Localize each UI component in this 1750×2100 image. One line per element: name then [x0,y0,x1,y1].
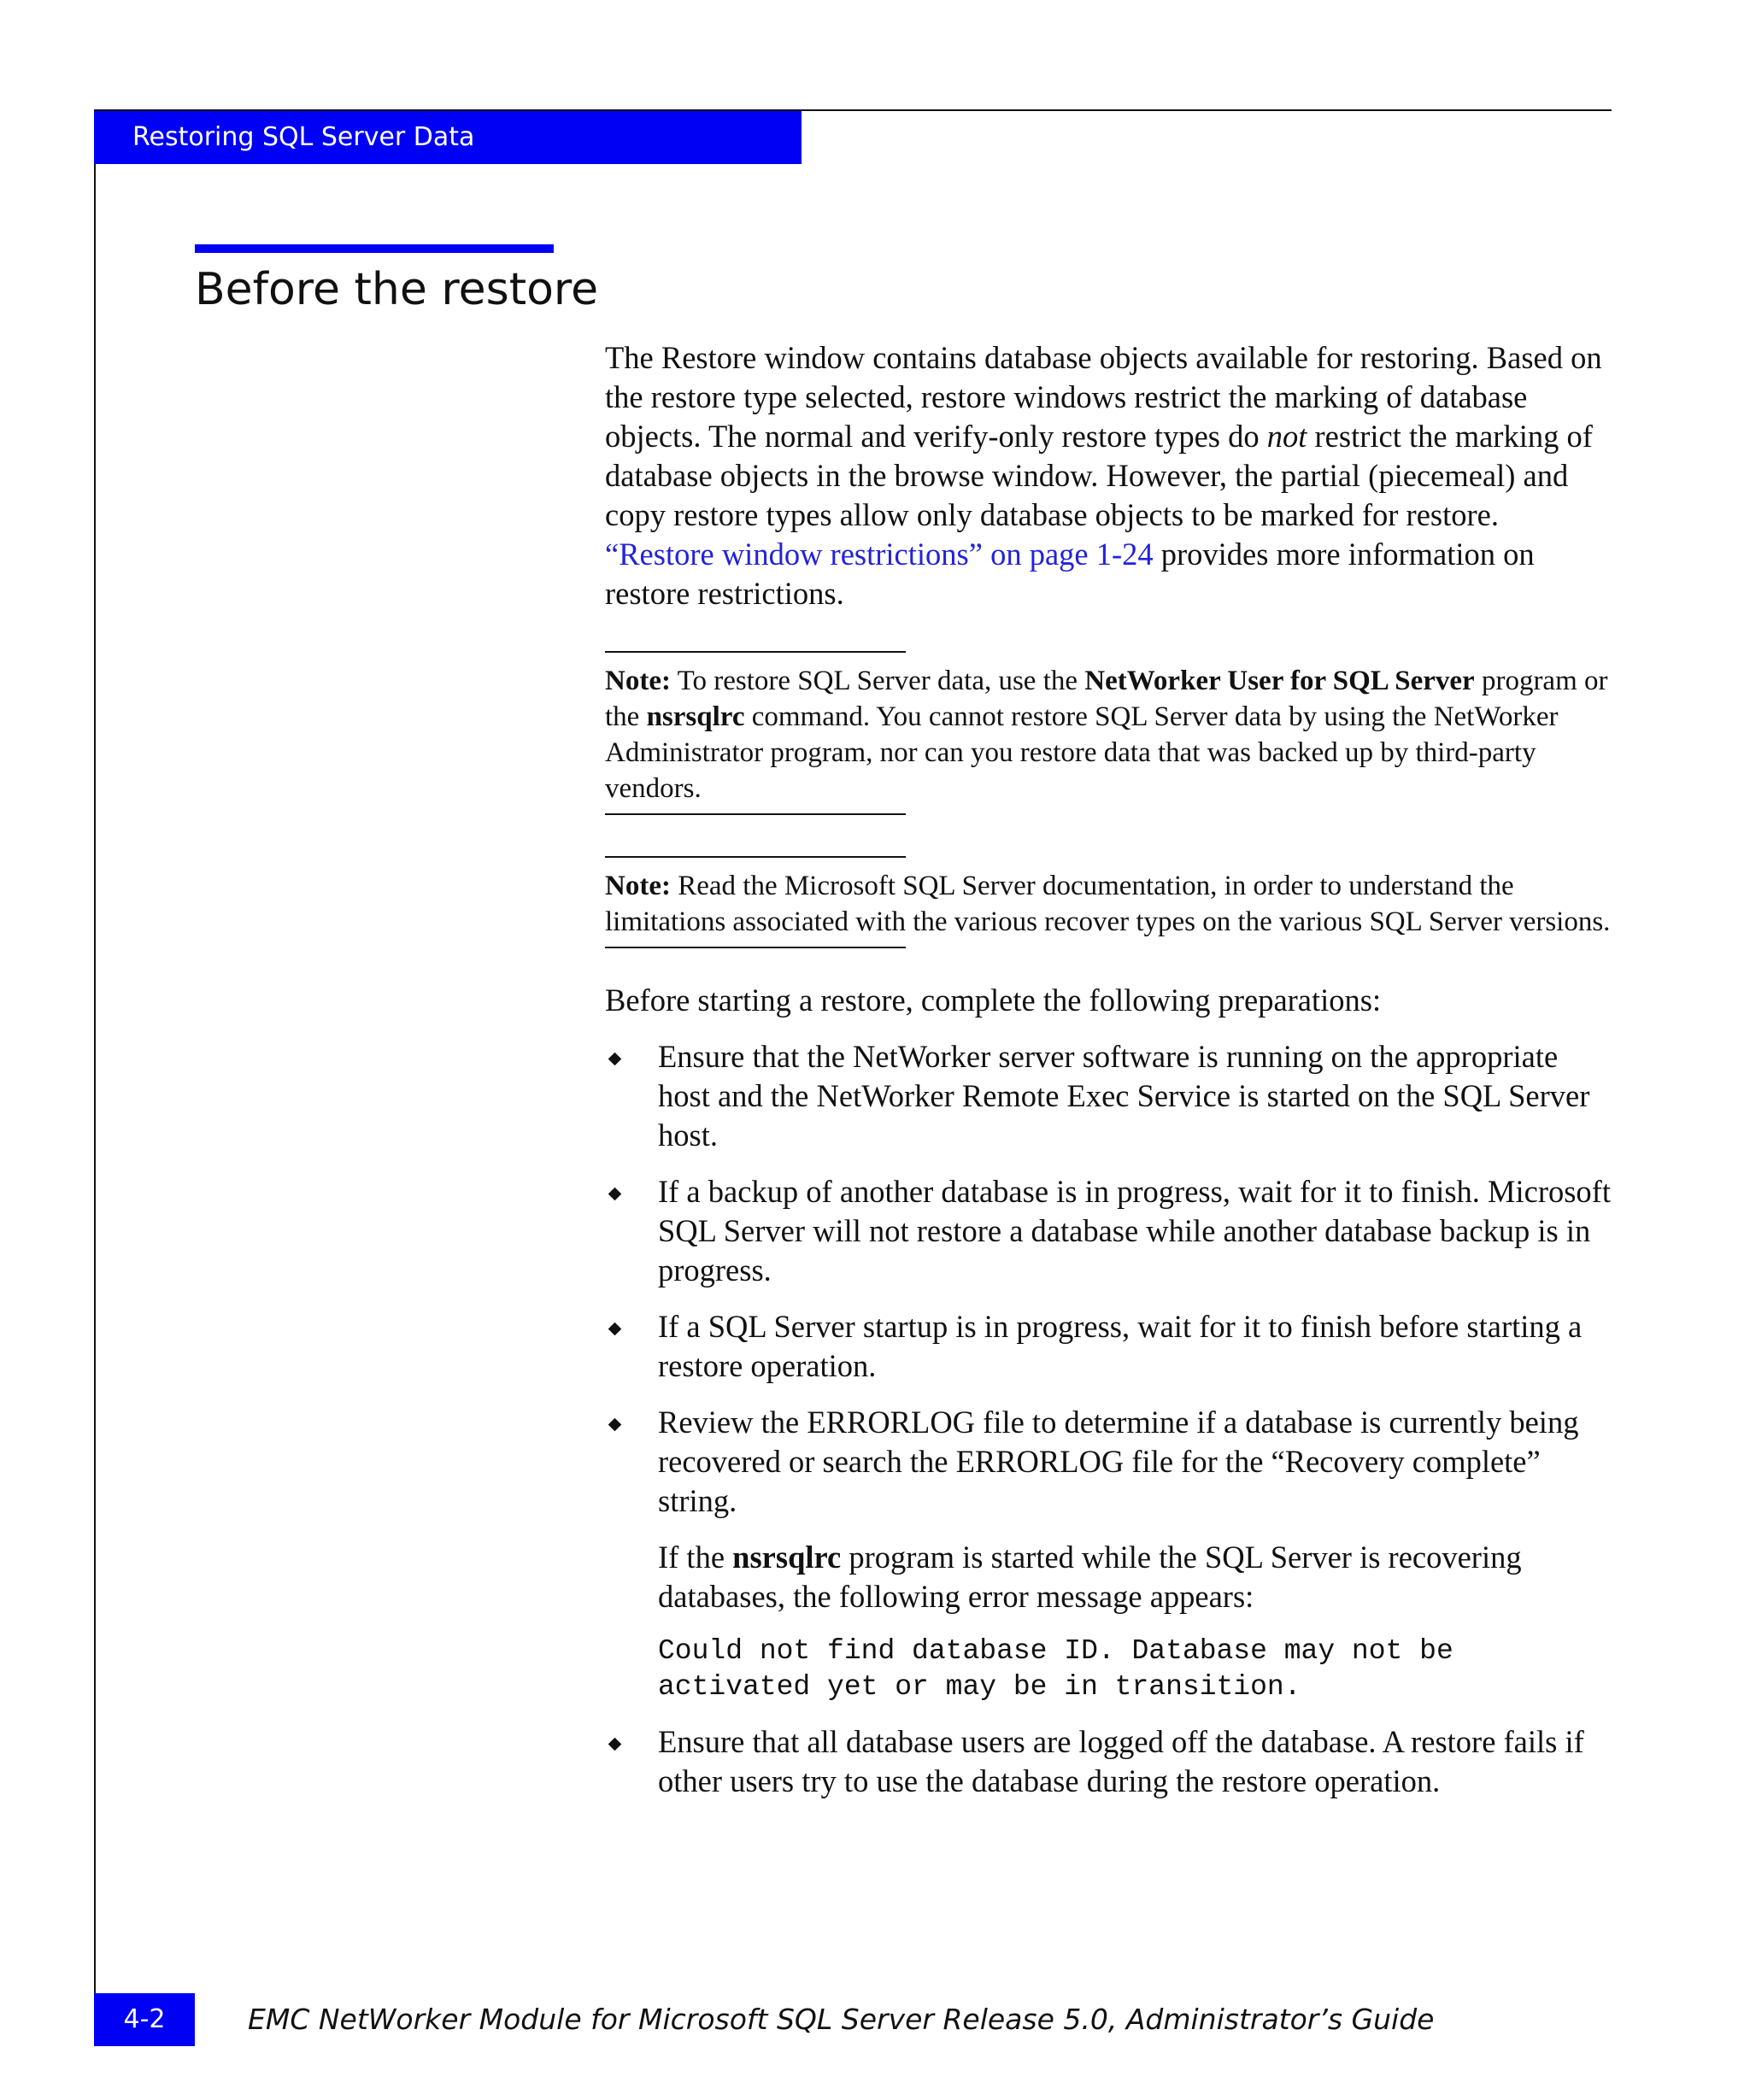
bullet-text: If a backup of another database is in progress, wait for it to finish. Microsoft SQL Server will not restore a database while another database backup is in progress. [658,1174,1611,1288]
note2-text: Read the Microsoft SQL Server documentation, in order to understand the limitations associated with the various recover types on the various SQL Server versions. [605,871,1611,937]
running-header-title: Restoring SQL Server Data [132,122,475,152]
intro-text-2: restrict the marking of database objects in the browse window. However, the partial (piecemeal) and copy restore types allow only database objects to be marked for restore. [605,419,1593,532]
intro-text-3: provides more information on restore restrictions. [605,537,1535,611]
left-margin-rule [94,109,96,2045]
page-number-box [94,1993,195,2046]
restore-restrictions-link[interactable]: “Restore window restrictions” on page 1-24 [605,537,1154,572]
note2-label: Note: [605,871,671,901]
bullet-text: Ensure that the NetWorker server software is running on the appropriate host and the NetWorker Remote Exec Service is started on the SQL Server host. [658,1039,1590,1153]
diamond-bullet-icon [608,1418,622,1432]
sub-bold-command: nsrsqlrc [732,1540,842,1575]
section-title: Before the restore [195,264,599,315]
diamond-bullet-icon [608,1053,622,1066]
footer-book-title: EMC NetWorker Module for Microsoft SQL Server Release 5.0, Administrator’s Guide [248,2003,1435,2036]
list-item [605,1037,1613,1155]
diamond-bullet-icon [608,1323,622,1336]
note1-bold-program: NetWorker User for SQL Server [1084,666,1475,696]
list-item [605,1172,1613,1290]
intro-text-1: The Restore window contains database objects available for restoring. Based on the restore type selected, restore windows restrict the marking of database objects. The normal and verify-only restore types do [605,340,1602,454]
main-content [605,338,1613,1818]
intro-italic: not [1266,419,1307,454]
diamond-bullet-icon [608,1188,622,1201]
list-item [605,1722,1613,1801]
preparations-list [605,1037,1613,1801]
running-header [94,111,802,164]
note1-label: Note: [605,666,671,696]
intro-paragraph [605,338,1613,613]
note1-text-3: command. You cannot restore SQL Server data by using the NetWorker Administrator program, nor can you restore data that was backed up by third-party vendors. [605,701,1559,804]
note-microsoft-docs [605,863,1613,948]
section-accent-bar [195,244,554,253]
page-number: 4-2 [123,2004,166,2034]
note1-text-2: program or the [605,666,1608,732]
bullet-text: Ensure that all database users are logged off the database. A restore fails if other users try to use the database during the restore operation. [658,1724,1584,1798]
diamond-bullet-icon [608,1738,622,1751]
sub-text-2: program is started while the SQL Server is recovering databases, the following error message appears: [658,1540,1522,1614]
bullet-text: If a SQL Server startup is in progress, wait for it to finish before starting a restore operation. [658,1309,1583,1383]
list-item [605,1307,1613,1386]
bullet-text: Review the ERRORLOG file to determine if a database is currently being recovered or search the ERRORLOG file for the “Recovery complete” string. [658,1405,1579,1518]
note1-text-1: To restore SQL Server data, use the [670,666,1085,696]
note-restore-programs [605,658,1613,815]
error-line-2: activated yet or may be in transition. [658,1671,1301,1703]
error-message-code [658,1634,1613,1705]
sub-text-1: If the [658,1540,733,1575]
error-line-1: Could not find database ID. Database may not be [658,1635,1453,1667]
list-item [605,1403,1613,1705]
preparations-lead: Before starting a restore, complete the following preparations: [605,983,1382,1018]
note1-bold-command: nsrsqlrc [646,701,745,732]
bullet-sub-paragraph [658,1538,1613,1616]
